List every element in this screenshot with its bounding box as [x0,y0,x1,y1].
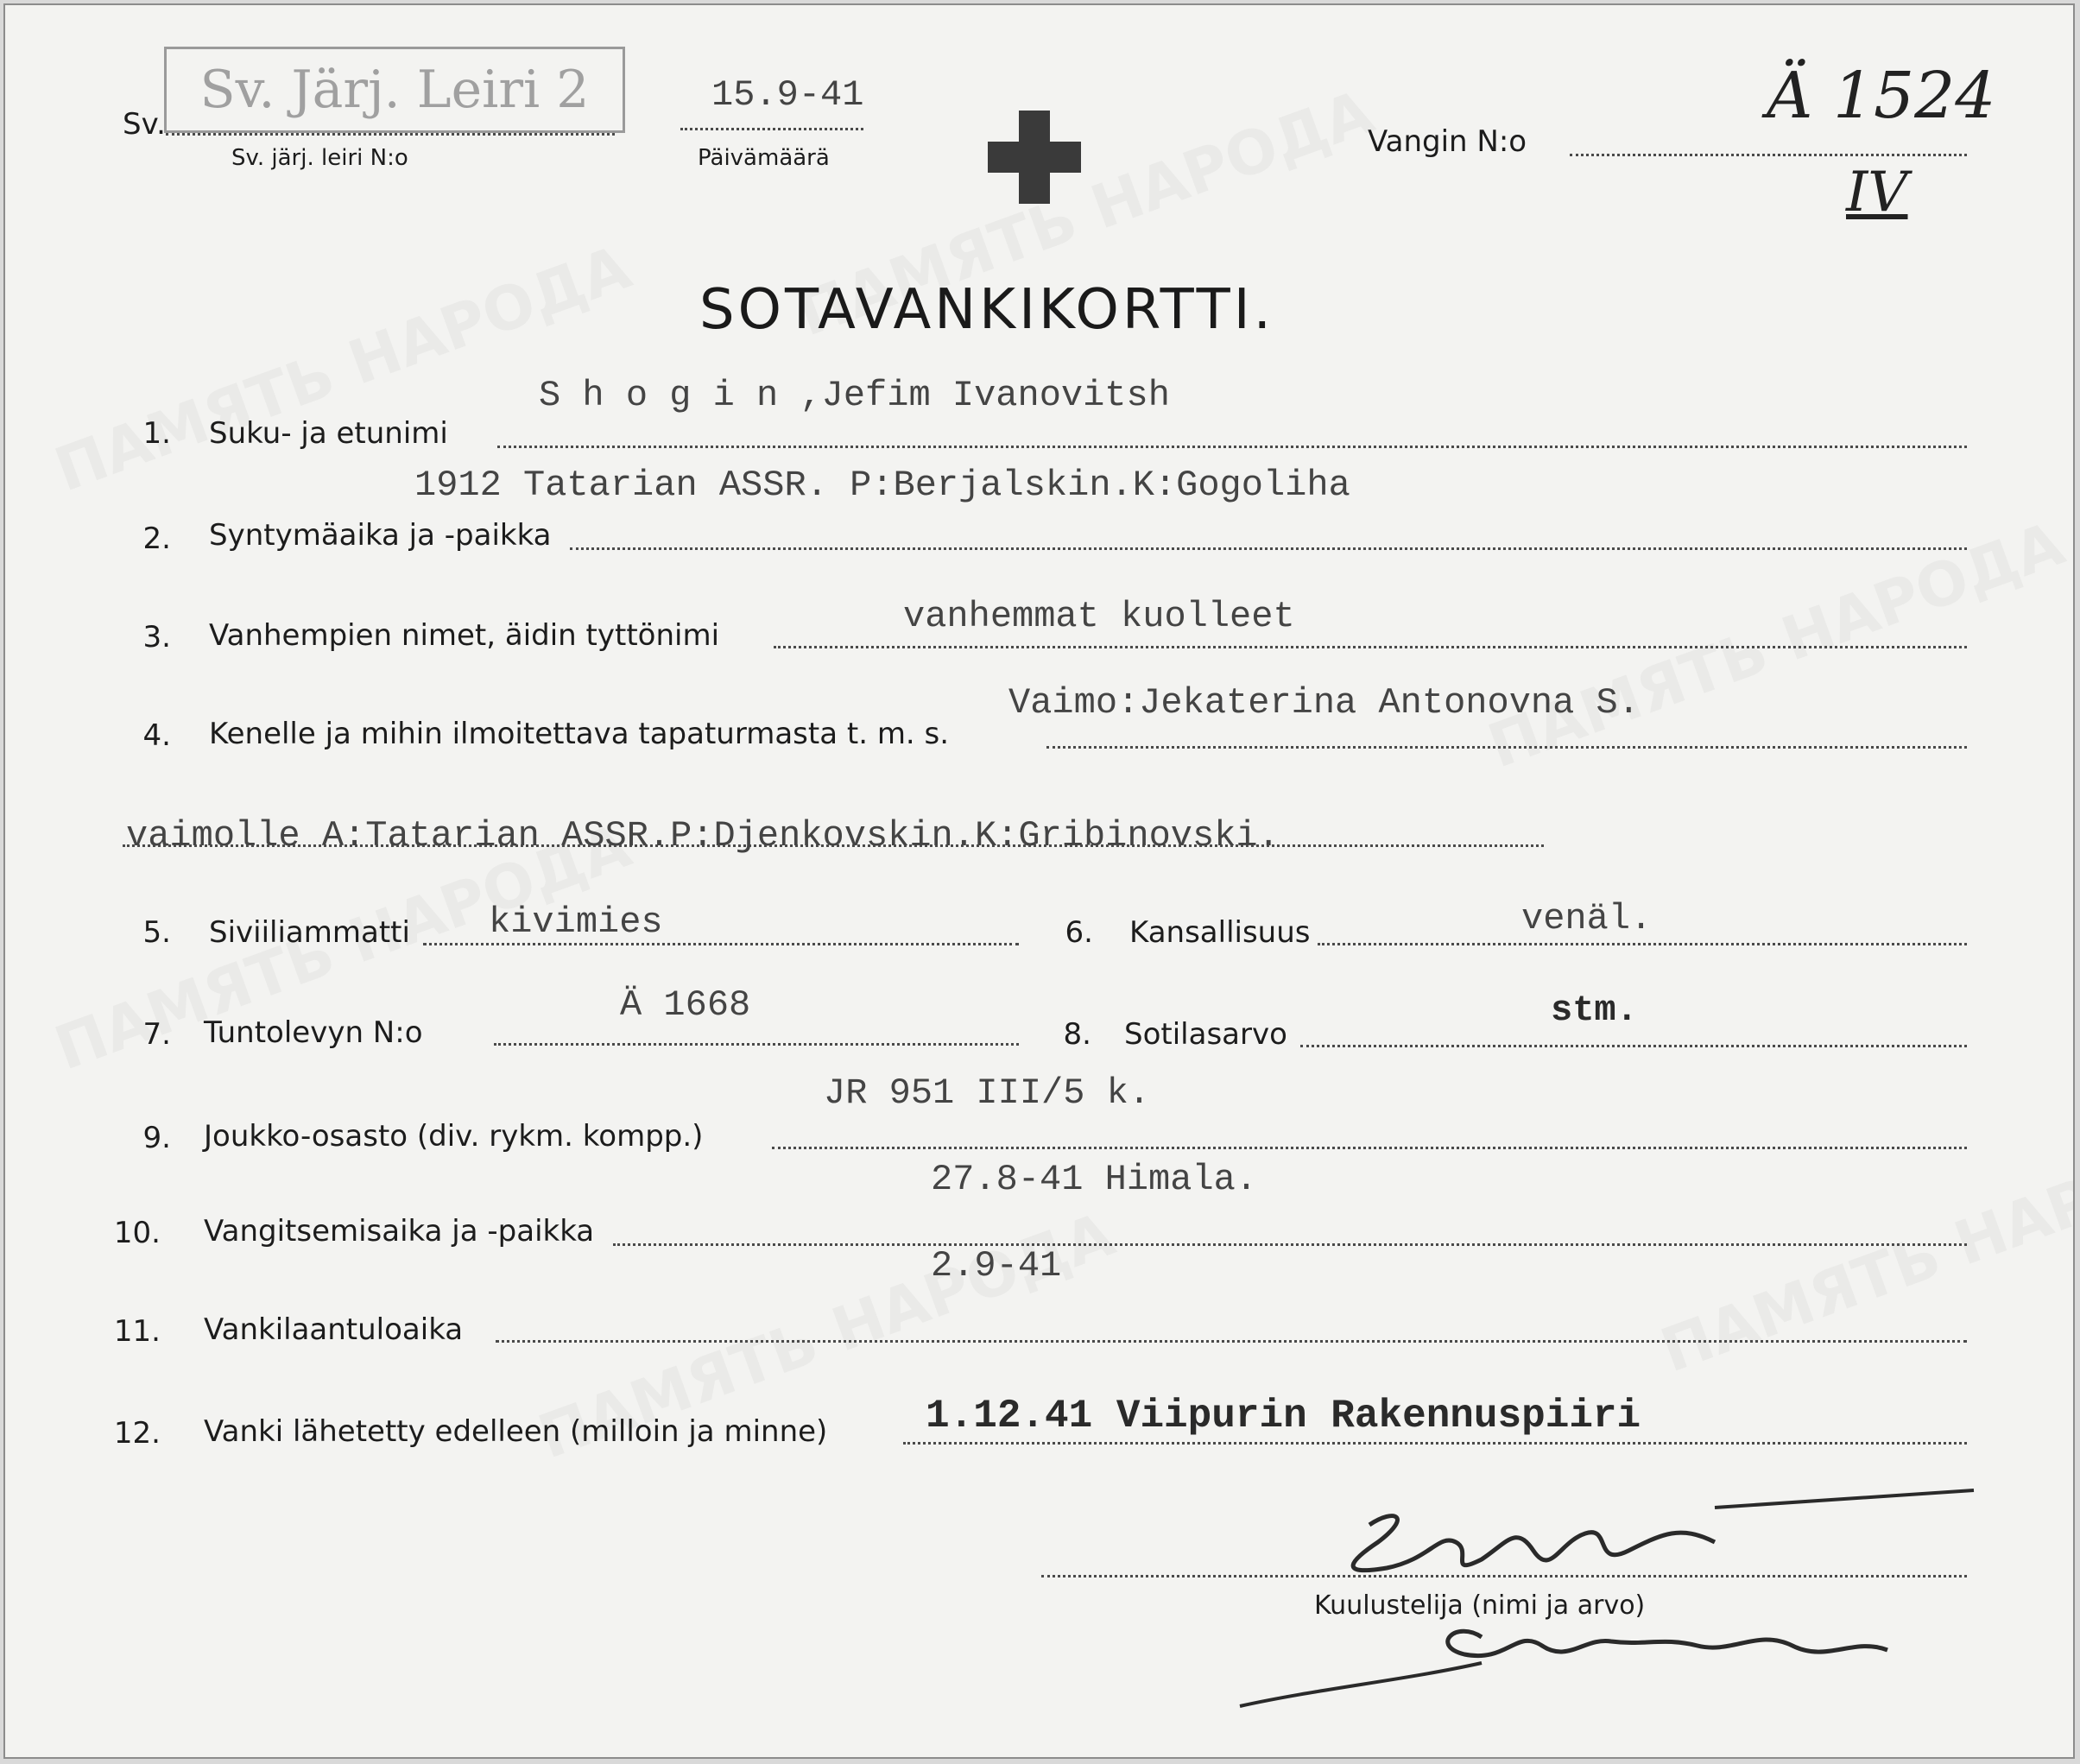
field-value: JR 951 III/5 k. [824,1072,1151,1114]
field-value: stm. [1551,989,1638,1031]
field-number: 1. [142,416,171,451]
field-label: Suku- ja etunimi [209,416,448,451]
field-number: 8. [1063,1017,1091,1052]
card-title: SOTAVANKIKORTTI. [699,278,1274,342]
field-number: 11. [113,1314,161,1349]
watermark [1652,1112,2075,1386]
field-number: 10. [113,1216,161,1250]
field-number: 12. [113,1416,161,1451]
field-value: Ä 1668 [620,984,751,1026]
camp-caption: Sv. järj. leiri N:o [231,145,408,171]
interrogator-label: Kuulustelija (nimi ja arvo) [1314,1590,1646,1621]
prisoner-no-value: Ä 1524 [1767,59,1996,133]
field-number: 6. [1065,915,1093,950]
prisoner-no-label: Vangin N:o [1368,124,1527,159]
date-caption: Päivämäärä [698,145,830,171]
field-label: Vankilaantuloaika [204,1312,464,1347]
field-number: 7. [142,1017,171,1052]
field-value-continued: vaimolle A:Tatarian ASSR.P:Djenkovskin.K:Gribinovski. [126,815,1280,857]
field-value: kivimies [489,901,663,943]
field-number: 3. [142,620,171,654]
interrogator-signature [1231,1473,2008,1732]
field-label: Vangitsemisaika ja -paikka [204,1214,595,1249]
sv-prefix: Sv. [123,107,166,142]
field-label: Tuntolevyn N:o [204,1015,423,1050]
card-date: 15.9-41 [711,74,864,116]
field-label: Vanki lähetetty edelleen (milloin ja minne) [204,1414,828,1449]
field-label: Joukko-osasto (div. rykm. kompp.) [204,1119,704,1154]
camp-stamp: Sv. Järj. Leiri 2 [164,47,625,133]
field-label: Kansallisuus [1129,915,1311,950]
field-value: S h o g i n ,Jefim Ivanovitsh [539,375,1170,416]
field-label: Vanhempien nimet, äidin tyttönimi [209,618,720,653]
field-number: 4. [142,718,171,753]
field-value: 1.12.41 Viipurin Rakennuspiiri [926,1394,1641,1438]
field-label: Siviiliammatti [209,915,410,950]
field-value: 27.8-41 Himala. [931,1159,1258,1200]
field-value: 2.9-41 [931,1245,1062,1287]
field-value: vanhemmat kuolleet [903,596,1295,637]
field-value: venäl. [1521,898,1653,939]
field-value: 1912 Tatarian ASSR. P:Berjalskin.K:Gogoliha [414,465,1350,506]
field-label: Sotilasarvo [1124,1017,1287,1052]
prisoner-card [3,3,2075,1759]
field-number: 2. [142,522,171,556]
field-label: Kenelle ja mihin ilmoitettava tapaturmasta t. m. s. [209,717,950,751]
field-number: 5. [142,915,171,950]
field-label: Syntymäaika ja -paikka [209,518,552,553]
prisoner-no-roman: IV [1846,161,1908,224]
field-number: 9. [142,1121,171,1155]
field-value: Vaimo:Jekaterina Antonovna S. [1008,682,1640,724]
